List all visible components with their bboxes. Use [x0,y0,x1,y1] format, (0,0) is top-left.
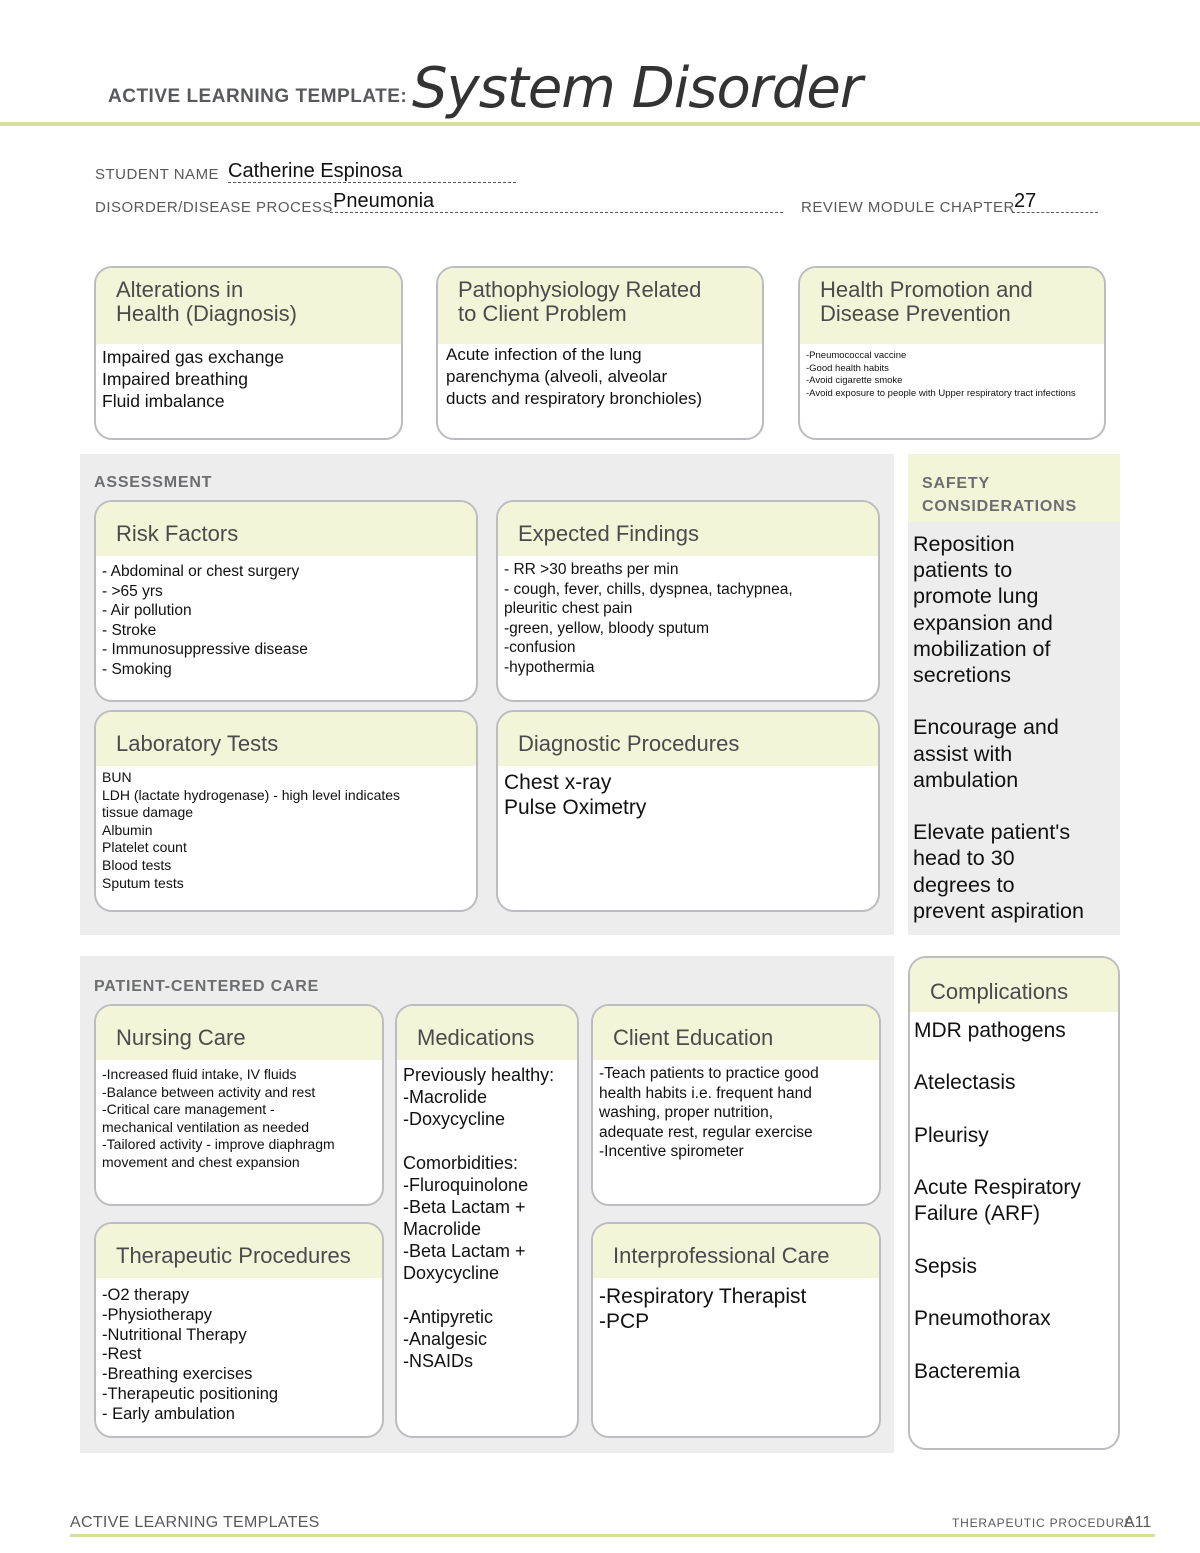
footer-left-label: ACTIVE LEARNING TEMPLATES [70,1514,320,1531]
health-promotion-text: -Pneumococcal vaccine -Good health habits -Avoid cigarette smoke -Avoid exposure to people with Upper respiratory tract infections [806,350,1076,399]
student-name-value: Catherine Espinosa [228,160,403,182]
expected-findings-box[interactable] [496,500,880,702]
alterations-box[interactable] [94,266,403,440]
laboratory-tests-title: Laboratory Tests [96,712,476,766]
client-education-text: -Teach patients to practice good health habits i.e. frequent hand washing, proper nutrition, adequate rest, regular exercise -Incentive spirometer [599,1065,819,1161]
alterations-title: Alterations in Health (Diagnosis) [96,268,401,344]
health-promotion-box[interactable] [798,266,1106,440]
pathophysiology-text: Acute infection of the lung parenchyma (alveoli, alveolar ducts and respiratory bronchioles) [446,345,703,408]
chapter-value: 27 [1014,190,1037,212]
footer-right-label: THERAPEUTIC PROCEDURE [952,1516,1134,1530]
template-label: ACTIVE LEARNING TEMPLATE: [108,86,408,107]
complications-box[interactable] [908,956,1120,1450]
assessment-heading: ASSESSMENT [94,474,213,491]
medications-text: Previously healthy: -Macrolide -Doxycycline Comorbidities: -Fluroquinolone -Beta Lactam + Macrolide -Beta Lactam + Doxycycline -Antipyretic -Analgesic -NSAIDs [403,1065,555,1371]
nursing-care-text: -Increased fluid intake, IV fluids -Balance between activity and rest -Critical care management - mechanical ventilation as needed -Tailored activity - improve diaphragm movement and chest expansion [102,1066,335,1170]
therapeutic-procedures-box[interactable] [94,1222,384,1438]
chapter-label: REVIEW MODULE CHAPTER [801,199,1015,216]
laboratory-tests-box[interactable] [94,710,478,912]
patient-care-heading: PATIENT-CENTERED CARE [94,978,320,995]
client-education-box[interactable] [591,1004,881,1206]
risk-factors-box[interactable] [94,500,478,702]
client-education-title: Client Education [593,1006,879,1060]
pathophysiology-box[interactable] [436,266,764,440]
pathophysiology-title: Pathophysiology Related to Client Problem [438,268,762,344]
health-promotion-title: Health Promotion and Disease Prevention [800,268,1104,344]
complications-title: Complications [910,958,1118,1012]
student-name-field[interactable] [228,160,516,183]
laboratory-tests-text: BUN LDH (lactate hydrogenase) - high level indicates tissue damage Albumin Platelet count Blood tests Sputum tests [102,769,401,891]
chapter-field[interactable] [1012,190,1098,213]
interprofessional-care-box[interactable] [591,1222,881,1438]
nursing-care-title: Nursing Care [96,1006,382,1060]
medications-title: Medications [397,1006,577,1060]
page-title: System Disorder [412,56,862,121]
disorder-label: DISORDER/DISEASE PROCESS [95,199,333,216]
alterations-text: Impaired gas exchange Impaired breathing Fluid imbalance [102,347,284,411]
diagnostic-procedures-text: Chest x-ray Pulse Oximetry [504,771,647,819]
footer-divider [70,1534,1155,1537]
header-divider [0,122,1200,126]
complications-text: MDR pathogens Atelectasis Pleurisy Acute Respiratory Failure (ARF) Sepsis Pneumothorax Bacteremia [914,1019,1081,1383]
nursing-care-box[interactable] [94,1004,384,1206]
expected-findings-text: - RR >30 breaths per min - cough, fever, chills, dyspnea, tachypnea, pleuritic chest pain -green, yellow, bloody sputum -confusion -hypothermia [504,561,793,676]
safety-heading: SAFETY CONSIDERATIONS [922,475,1077,515]
diagnostic-procedures-box[interactable] [496,710,880,912]
expected-findings-title: Expected Findings [498,502,878,556]
medications-box[interactable] [395,1004,579,1438]
disorder-value: Pneumonia [333,190,435,212]
risk-factors-title: Risk Factors [96,502,476,556]
interprofessional-care-title: Interprofessional Care [593,1224,879,1278]
therapeutic-procedures-title: Therapeutic Procedures [96,1224,382,1278]
therapeutic-procedures-text: -O2 therapy -Physiotherapy -Nutritional Therapy -Rest -Breathing exercises -Therapeutic positioning - Early ambulation [102,1286,279,1423]
interprofessional-care-text: -Respiratory Therapist -PCP [599,1285,807,1333]
student-name-label: STUDENT NAME [95,166,220,183]
footer-page-number: A11 [1124,1514,1152,1531]
disorder-field[interactable] [330,190,783,213]
diagnostic-procedures-title: Diagnostic Procedures [498,712,878,766]
risk-factors-text: - Abdominal or chest surgery - >65 yrs - Air pollution - Stroke - Immunosuppressive disease - Smoking [102,563,308,678]
safety-text: Reposition patients to promote lung expansion and mobilization of secretions Encourage and assist with ambulation Elevate patient's head to 30 degrees to prevent aspiration [913,532,1084,923]
